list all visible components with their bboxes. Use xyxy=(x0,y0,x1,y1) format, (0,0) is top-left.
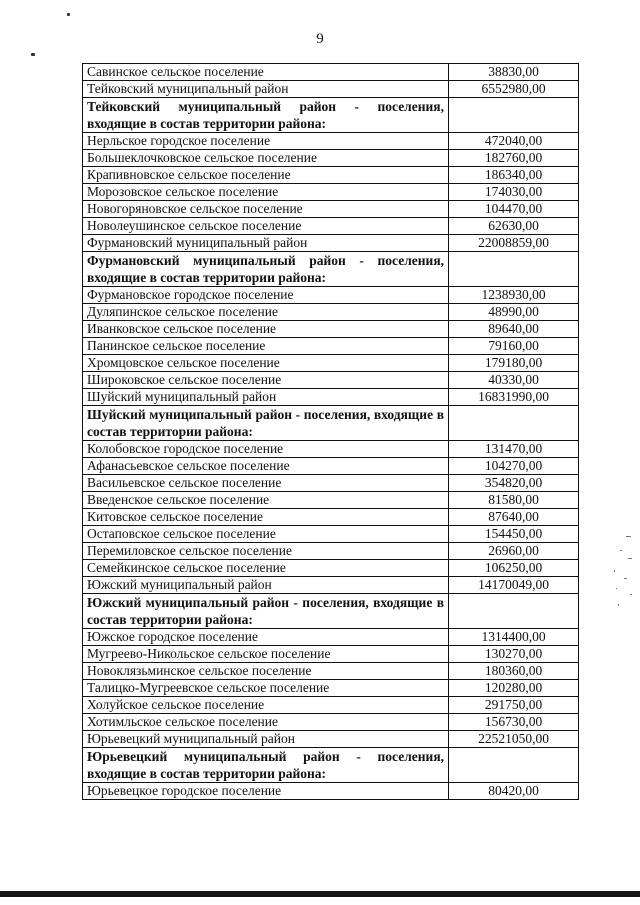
settlement-name: Нерльское городское поселение xyxy=(83,133,449,150)
settlement-name: Холуйское сельское поселение xyxy=(83,697,449,714)
settlement-name: Новогоряновское сельское поселение xyxy=(83,201,449,218)
settlement-name: Дуляпинское сельское поселение xyxy=(83,304,449,321)
amount-cell: 291750,00 xyxy=(449,697,579,714)
amount-cell: 6552980,00 xyxy=(449,81,579,98)
table-row xyxy=(83,389,579,406)
settlement-name: Новоклязьминское сельское поселение xyxy=(83,663,449,680)
amount-cell xyxy=(449,594,579,629)
table-row xyxy=(83,714,579,731)
amount-cell: 106250,00 xyxy=(449,560,579,577)
table-row xyxy=(83,543,579,560)
table-row xyxy=(83,304,579,321)
settlement-name: Введенское сельское поселение xyxy=(83,492,449,509)
table-row xyxy=(83,372,579,389)
settlement-name: Юрьевецкое городское поселение xyxy=(83,783,449,800)
settlement-name: Остаповское сельское поселение xyxy=(83,526,449,543)
amount-cell: 62630,00 xyxy=(449,218,579,235)
section-header-label: Шуйский муниципальный район - поселения, входящие в состав территории района: xyxy=(83,406,449,441)
scan-bottom-edge xyxy=(0,891,640,897)
table-row xyxy=(83,577,579,594)
settlement-name: Широковское сельское поселение xyxy=(83,372,449,389)
settlement-name: Савинское сельское поселение xyxy=(83,64,449,81)
settlement-name: Фурмановский муниципальный район xyxy=(83,235,449,252)
scan-speck xyxy=(67,13,70,16)
table-row xyxy=(83,492,579,509)
amount-cell: 179180,00 xyxy=(449,355,579,372)
amount-cell: 14170049,00 xyxy=(449,577,579,594)
amount-cell: 80420,00 xyxy=(449,783,579,800)
amount-cell: 154450,00 xyxy=(449,526,579,543)
table-row xyxy=(83,458,579,475)
amount-cell: 48990,00 xyxy=(449,304,579,321)
table-row xyxy=(83,509,579,526)
amount-cell: 16831990,00 xyxy=(449,389,579,406)
amount-cell: 89640,00 xyxy=(449,321,579,338)
amount-cell: 38830,00 xyxy=(449,64,579,81)
amount-cell: 1238930,00 xyxy=(449,287,579,304)
table-row xyxy=(83,697,579,714)
settlement-name: Шуйский муниципальный район xyxy=(83,389,449,406)
table-row xyxy=(83,355,579,372)
amount-cell: 180360,00 xyxy=(449,663,579,680)
scan-edge-marks xyxy=(606,530,636,620)
amount-cell: 174030,00 xyxy=(449,184,579,201)
table-row xyxy=(83,663,579,680)
table-row xyxy=(83,184,579,201)
table-row xyxy=(83,150,579,167)
settlement-name: Панинское сельское поселение xyxy=(83,338,449,355)
settlement-name: Тейковский муниципальный район xyxy=(83,81,449,98)
settlement-name: Колобовское городское поселение xyxy=(83,441,449,458)
table-row xyxy=(83,646,579,663)
table-row xyxy=(83,629,579,646)
amount-cell: 104470,00 xyxy=(449,201,579,218)
table-body xyxy=(83,64,579,800)
amount-cell xyxy=(449,748,579,783)
amount-cell: 26960,00 xyxy=(449,543,579,560)
amount-cell: 186340,00 xyxy=(449,167,579,184)
table-row xyxy=(83,526,579,543)
table-row xyxy=(83,64,579,81)
amount-cell xyxy=(449,252,579,287)
settlement-name: Семейкинское сельское поселение xyxy=(83,560,449,577)
settlement-name: Крапивновское сельское поселение xyxy=(83,167,449,184)
table-row xyxy=(83,321,579,338)
table-row xyxy=(83,218,579,235)
table-row xyxy=(83,560,579,577)
page-number: 9 xyxy=(316,31,324,47)
amount-cell: 22008859,00 xyxy=(449,235,579,252)
settlement-name: Талицко-Мугреевское сельское поселение xyxy=(83,680,449,697)
settlement-name: Васильевское сельское поселение xyxy=(83,475,449,492)
settlement-name: Новолеушинское сельское поселение xyxy=(83,218,449,235)
table-section-header xyxy=(83,748,579,783)
settlement-name: Южский муниципальный район xyxy=(83,577,449,594)
table-section-header xyxy=(83,594,579,629)
section-header-label: Южский муниципальный район - поселения, входящие в состав территории района: xyxy=(83,594,449,629)
table-row xyxy=(83,441,579,458)
budget-table xyxy=(82,63,579,800)
table-row xyxy=(83,133,579,150)
settlement-name: Южское городское поселение xyxy=(83,629,449,646)
amount-cell: 354820,00 xyxy=(449,475,579,492)
settlement-name: Хотимльское сельское поселение xyxy=(83,714,449,731)
amount-cell: 472040,00 xyxy=(449,133,579,150)
amount-cell: 104270,00 xyxy=(449,458,579,475)
amount-cell: 131470,00 xyxy=(449,441,579,458)
amount-cell: 1314400,00 xyxy=(449,629,579,646)
amount-cell: 22521050,00 xyxy=(449,731,579,748)
table-row xyxy=(83,287,579,304)
amount-cell: 156730,00 xyxy=(449,714,579,731)
amount-cell: 81580,00 xyxy=(449,492,579,509)
table-row xyxy=(83,338,579,355)
table-section-header xyxy=(83,98,579,133)
scan-speck xyxy=(31,53,35,56)
amount-cell: 87640,00 xyxy=(449,509,579,526)
settlement-name: Китовское сельское поселение xyxy=(83,509,449,526)
section-header-label: Юрьевецкий муниципальный район - поселения, входящие в состав территории района: xyxy=(83,748,449,783)
amount-cell: 79160,00 xyxy=(449,338,579,355)
settlement-name: Хромцовское сельское поселение xyxy=(83,355,449,372)
table-row xyxy=(83,731,579,748)
amount-cell: 182760,00 xyxy=(449,150,579,167)
settlement-name: Мугреево-Никольское сельское поселение xyxy=(83,646,449,663)
table-section-header xyxy=(83,406,579,441)
table-row xyxy=(83,783,579,800)
table-row xyxy=(83,81,579,98)
table-section-header xyxy=(83,252,579,287)
settlement-name: Афанасьевское сельское поселение xyxy=(83,458,449,475)
amount-cell xyxy=(449,98,579,133)
table-row xyxy=(83,201,579,218)
settlement-name: Иванковское сельское поселение xyxy=(83,321,449,338)
amount-cell: 40330,00 xyxy=(449,372,579,389)
table-row xyxy=(83,680,579,697)
table-row xyxy=(83,167,579,184)
table-row xyxy=(83,235,579,252)
section-header-label: Фурмановский муниципальный район - поселения, входящие в состав территории района: xyxy=(83,252,449,287)
section-header-label: Тейковский муниципальный район - поселения, входящие в состав территории района: xyxy=(83,98,449,133)
amount-cell: 130270,00 xyxy=(449,646,579,663)
settlement-name: Юрьевецкий муниципальный район xyxy=(83,731,449,748)
settlement-name: Фурмановское городское поселение xyxy=(83,287,449,304)
settlement-name: Перемиловское сельское поселение xyxy=(83,543,449,560)
amount-cell xyxy=(449,406,579,441)
amount-cell: 120280,00 xyxy=(449,680,579,697)
table-row xyxy=(83,475,579,492)
settlement-name: Морозовское сельское поселение xyxy=(83,184,449,201)
settlement-name: Большеклочковское сельское поселение xyxy=(83,150,449,167)
